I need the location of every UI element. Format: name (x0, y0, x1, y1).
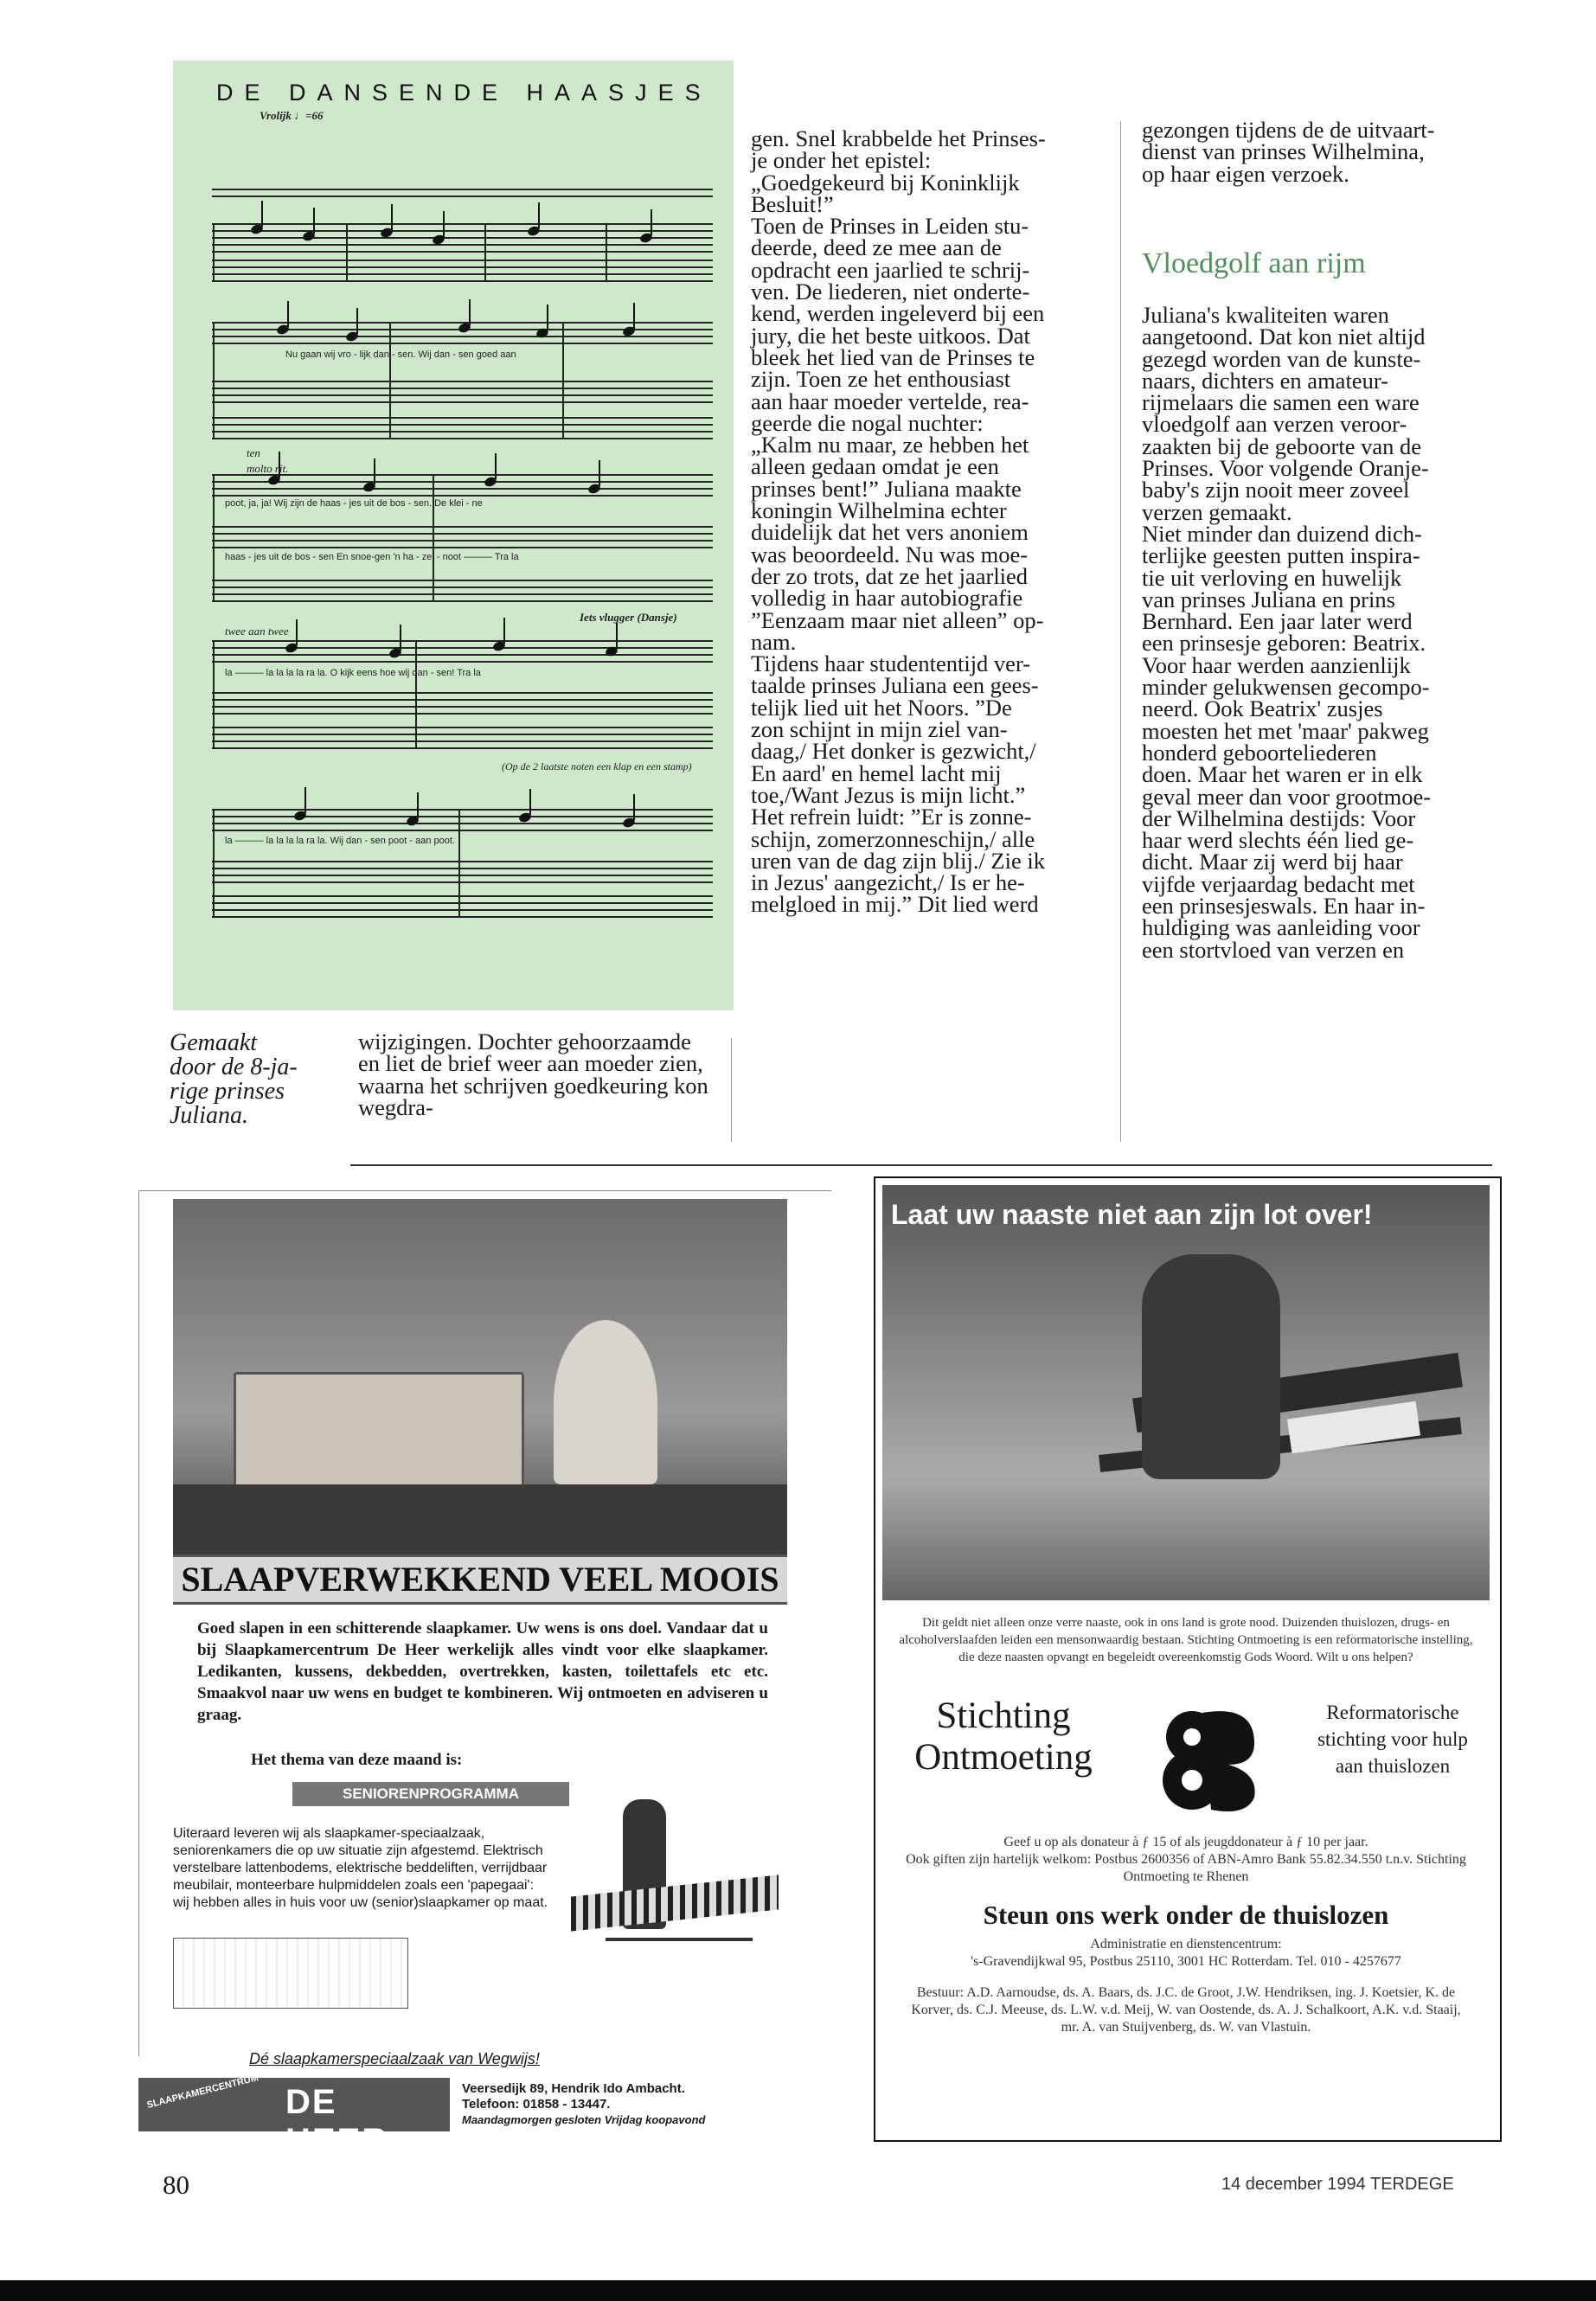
text-line: zaakten bij de geboorte van de (1142, 433, 1422, 459)
text-line: der Wilhelmina destijds: Voor (1142, 804, 1416, 831)
text-line: ven. De liederen, niet onderte- (751, 279, 1030, 305)
text-line: Het refrein luidt: ”Er is zonne- (751, 804, 1032, 830)
text-line: Besluit!” (751, 190, 834, 217)
text-line: tie uit verloving en huwelijk (1142, 564, 1402, 591)
wicker-chair (554, 1320, 657, 1484)
text-line: was beoordeeld. Nu was moe- (751, 541, 1029, 567)
staff-system (173, 121, 734, 1003)
ad-intro-right: Dit geldt niet alleen onze verre naaste, ook in ons land is grote nood. Duizenden thuislozen, drugs- en alcoholverslaafden leiden een mensonwaardig bestaan. Stichting Ontmoeting is een reformatorische instelling, die deze naasten opvangt en begeleidt overeenkomstig Gods Woord. Wilt u ons helpen? (899, 1616, 1473, 1664)
text-line: Voor haar werden aanzienlijk (1142, 651, 1411, 678)
text-line: een prinsesjeswals. En haar in- (1142, 893, 1426, 920)
text-line: neerd. Ook Beatrix' zusjes (1142, 695, 1383, 722)
section-heading: Vloedgolf aan rijm (1142, 247, 1366, 279)
marking: molto rit. (247, 462, 289, 475)
text-line: huldiging was aanleiding voor (1142, 914, 1420, 941)
text-line: in Jezus' aangezicht,/ Is er he- (751, 869, 1025, 896)
lyric-line: poot, ja, ja! Wij zijn de haas - jes uit de bos - sen. De klei - ne (225, 498, 483, 509)
text-line: honderd geboorteliederen (1142, 739, 1377, 766)
text-line: alleen gedaan omdat je een (751, 453, 999, 480)
ad-headline: Laat uw naaste niet aan zijn lot over! (891, 1199, 1373, 1230)
text-line: Toen de Prinses in Leiden stu- (751, 213, 1029, 240)
text-line: schijn, zomerzonneschijn,/ alle (751, 825, 1035, 852)
text-line: opdracht een jaarlied te schrij- (751, 256, 1030, 283)
text-line: baby's zijn nooit meer zoveel (1142, 477, 1410, 503)
text-line: ”Eenzaam maar niet alleen” op- (751, 606, 1044, 633)
text-line: geerde die nogal nuchter: (751, 409, 984, 436)
text-line: daag,/ Het donker is gezwicht,/ (751, 738, 1036, 765)
de-heer-logo: SLAAPKAMERCENTRUM DE HEER (138, 2078, 450, 2131)
marking: twee aan twee (225, 625, 289, 638)
text-line: deerde, deed ze mee aan de (751, 234, 1002, 261)
sheet-music (173, 61, 734, 1010)
text-line: gen. Snel krabbelde het Prinses- (751, 125, 1046, 151)
ad-intro: Goed slapen in een schitterende slaapkamer. Uw wens is ons doel. Vandaar dat u bij Slaapkamercentrum De Heer werkelijk alles vindt voor elke slaapkamer. Ledikanten, kussens, dekbedden, overtrekken, kasten, toilettafels etc etc. Smaakvol naar uw wens en budget te kombineren. Wij ontmoeten en adviseren u graag. (197, 1619, 768, 1724)
text-line: volledig in haar autobiografie (751, 585, 1023, 612)
text-line: terlijke geesten putten inspira- (1142, 542, 1420, 569)
ad-slogan: Dé slaapkamerspeciaalzaak van Wegwijs! (249, 2050, 540, 2067)
text-line: verzen gemaakt. (1142, 498, 1292, 525)
text-line: van prinses Juliana en prins (1142, 586, 1395, 612)
article-column-c-top (1142, 119, 1505, 185)
text-line: Bernhard. Een jaar later werd (1142, 608, 1413, 635)
text-line: naars, dichters en amateur- (1142, 367, 1388, 394)
text-line: kend, werden ingeleverd bij een (751, 300, 1045, 327)
lyric-line: la ——— la la la la ra la. Wij dan - sen poot - aan poot. (225, 836, 455, 846)
text-line: dicht. Maar zij werd bij haar (1142, 849, 1403, 875)
text-line: op haar eigen verzoek. (1142, 160, 1349, 187)
scan-edge (0, 2280, 1596, 2301)
text-line: doen. Maar het waren er in elk (1142, 761, 1423, 788)
homeless-photo (882, 1185, 1490, 1600)
text-line: rijmelaars die samen een ware (1142, 389, 1420, 416)
section-divider (350, 1164, 1492, 1166)
board-list: Bestuur: A.D. Aarnoudse, ds. A. Baars, ds. J.C. de Groot, J.W. Hendriksen, ing. J. Koetsier, K. de Korver, ds. C.J. Meeuse, ds. L.W. v.d. Meij, W. van Oostende, ds. A. J. Schalkoort, A.K. v.d. Staaij, mr. A. van Stuijvenberg, ds. W. van Vlastuin. (911, 1985, 1461, 2035)
text-line: nam. (751, 628, 797, 655)
org-tagline: Reformatorische stichting voor hulp aan thuislozen (1317, 1702, 1468, 1777)
text-line: telijk lied uit het Noors. ”De (751, 694, 1012, 721)
text-line: je onder het epistel: (751, 147, 932, 174)
text-line: melgloed in mij.” Dit lied werd (751, 891, 1039, 918)
article-column-a: wijzigingen. Dochter gehoorzaamde en liet de brief weer aan moeder zien, waarna het schrijven goedkeuring kon wegdra- (358, 1029, 708, 1120)
store-building-sketch (173, 1938, 408, 2009)
adjustable-bed-image (571, 1799, 779, 2007)
text-line: een prinsesje geboren: Beatrix. (1142, 630, 1426, 657)
text-line: zon schijnt in mijn ziel van- (751, 716, 1008, 743)
lyric-line: la ——— la la la la ra la. O kijk eens hoe wij dan - sen! Tra la (225, 668, 481, 678)
marking: Iets vlugger (Dansje) (580, 611, 677, 624)
text-line: „Goedgekeurd bij Koninklijk (751, 169, 1020, 195)
text-line: uren van de dag zijn blij./ Zie ik (751, 847, 1045, 874)
bedroom-photo (173, 1199, 787, 1555)
text-line: Prinses. Voor volgende Oranje- (1142, 455, 1429, 482)
text-line: Juliana's kwaliteiten waren (1142, 302, 1389, 328)
marking: (Op de 2 laatste noten een klap en een stamp) (502, 760, 692, 772)
text-line: moesten het met 'maar' pakweg (1142, 717, 1429, 744)
text-line: bleek het lied van de Prinses te (751, 343, 1035, 370)
column-rule (731, 1038, 732, 1142)
newspaper (1287, 1401, 1420, 1453)
text-line: „Kalm nu maar, ze hebben het (751, 432, 1029, 458)
score-title: DE DANSENDE HAASJES (216, 80, 712, 106)
program-label: SENIORENPROGRAMMA (292, 1782, 569, 1806)
ad-body-text: Uiteraard leveren wij als slaapkamer-speciaalzaak, seniorenkamers die op uw situatie zijn afgestemd. Elektrisch verstelbare lattenbodems, elektrische beddeliften, verrijdbaar meubilair, monteerbare hulpmiddelen zoals een 'papegaai': wij hebben alles in huis voor uw (senior)slaapkamer op maat. (173, 1826, 548, 1910)
ad-theme: Het thema van deze maand is: (251, 1751, 463, 1769)
page-number: 80 (163, 2170, 189, 2200)
column-rule (1120, 121, 1121, 1142)
text-line: toe,/Want Jezus is mijn licht.” (751, 781, 1026, 808)
text-line: prinses bent!” Juliana maakte (751, 475, 1022, 502)
text-line: Niet minder dan duizend dich- (1142, 520, 1422, 547)
text-line: minder gelukwensen gecompo- (1142, 674, 1430, 701)
text-line: gezegd worden van de kunste- (1142, 345, 1421, 372)
lyric-line: haas - jes uit de bos - sen En snoe-gen 'n ha - zel - noot ——— Tra la (225, 552, 519, 562)
text-line: vijfde verjaardag bedacht met (1142, 870, 1415, 897)
person-figure (1142, 1254, 1280, 1479)
floor (173, 1484, 787, 1555)
text-line: En aard' en hemel lacht mij (751, 760, 1002, 786)
text-line: taalde prinses Juliana een gees- (751, 672, 1039, 699)
text-line: zijn. Toen ze het enthousiast (751, 366, 1011, 393)
article-column-b (751, 125, 1114, 918)
text-line: geval meer dan voor grootmoe- (1142, 783, 1432, 810)
org-name: Stichting Ontmoeting (914, 1695, 1093, 1778)
score-caption: Gemaakt door de 8-ja- rige prinses Juliana. (170, 1029, 298, 1129)
text-line: een stortvloed van verzen en (1142, 936, 1405, 963)
stichting-logo (1142, 1695, 1263, 1817)
donate-info: Geef u op als donateur à ƒ 15 of als jeugddonateur à ƒ 10 per jaar. Ook giften zijn hartelijk welkom: Postbus 2600356 of ABN-Amro Bank 55.82.34.550 t.n.v. Stichting Ontmoeting te Rhenen (906, 1835, 1466, 1884)
text-line: duidelijk dat het vers anoniem (751, 519, 1029, 546)
cta-heading: Steun ons werk onder de thuislozen (983, 1900, 1389, 1930)
text-line: koningin Wilhelmina echter (751, 497, 1007, 524)
text-line: aangetoond. Dat kon niet altijd (1142, 324, 1426, 350)
text-line: der zo trots, dat ze het jaarlied (751, 562, 1029, 589)
ad-contact: Veersedijk 89, Hendrik Ido Ambacht. Telefoon: 01858 - 13447. Maandagmorgen gesloten Vrijdag koopavond (462, 2081, 706, 2126)
lyric-line: Nu gaan wij vro - lijk dan - sen. Wij dan - sen goed aan (285, 349, 516, 360)
tempo-marking: Vrolijk ♩=66 (260, 109, 324, 122)
text-line: vloedgolf aan verzen veroor- (1142, 411, 1407, 438)
text-line: aan haar moeder vertelde, rea- (751, 388, 1029, 414)
article-column-c (1142, 304, 1505, 961)
text-line: haar werd slechts één lied ge- (1142, 827, 1414, 854)
ad-banner: SLAAPVERWEKKEND VEEL MOOIS (173, 1554, 787, 1605)
marking: ten (247, 446, 260, 459)
text-line: jury, die het beste uitkoos. Dat (751, 322, 1030, 349)
text-line: Tijdens haar studententijd ver- (751, 651, 1031, 677)
text-line: dienst van prinses Wilhelmina, (1142, 138, 1425, 165)
admin-info: Administratie en dienstencentrum: 's-Gravendijkwal 95, Postbus 25110, 3001 HC Rotterdam. Tel. 010 - 4257677 (971, 1937, 1401, 1969)
issue-date: 14 december 1994 TERDEGE (1221, 2175, 1454, 2194)
text-line: gezongen tijdens de de uitvaart- (1142, 117, 1435, 143)
